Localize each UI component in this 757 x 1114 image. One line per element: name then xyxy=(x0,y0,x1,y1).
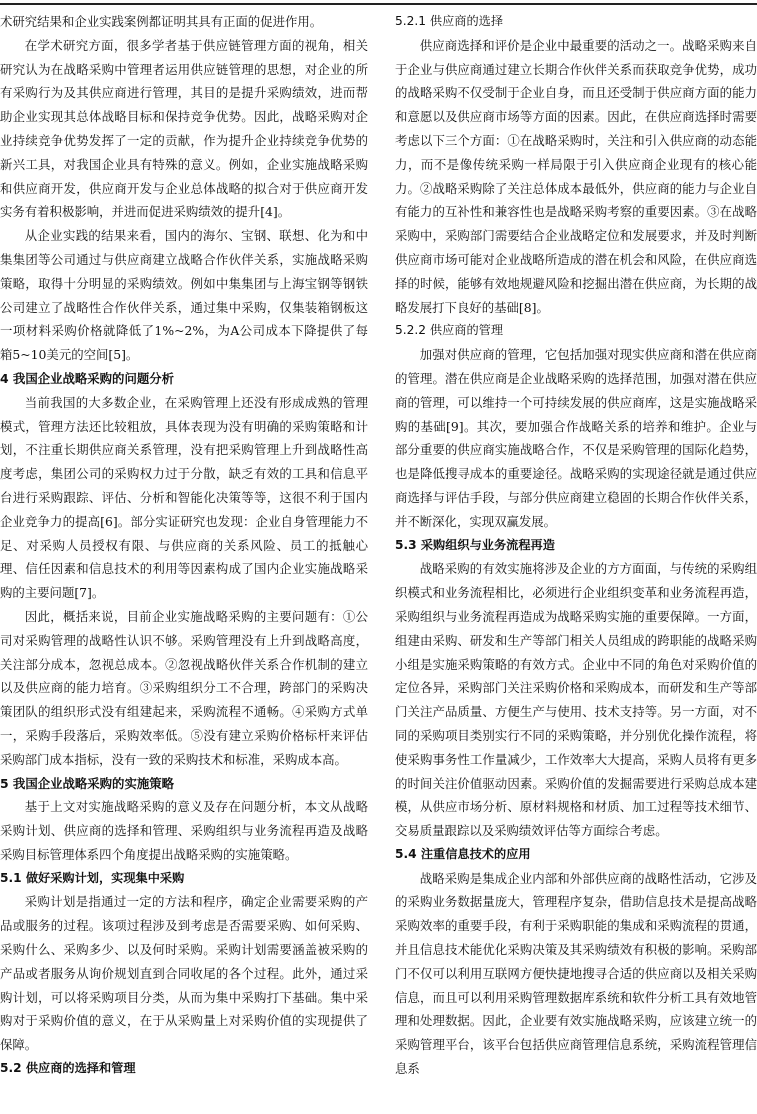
subsection-heading-5-4: 5.4 注重信息技术的应用 xyxy=(395,846,531,861)
right-column xyxy=(395,10,757,1110)
subsection-heading-5-1: 5.1 做好采购计划，实现集中采购 xyxy=(0,870,185,885)
subsection-heading-5-3: 5.3 采购组织与业务流程再造 xyxy=(395,537,555,552)
section-heading-4: 4 我国企业战略采购的问题分析 xyxy=(0,370,175,386)
top-rule xyxy=(0,3,757,5)
subsection-heading-5-2-1: 5.2.1 供应商的选择 xyxy=(395,14,504,28)
left-column xyxy=(0,10,368,1110)
subsection-heading-5-2-2: 5.2.2 供应商的管理 xyxy=(395,323,504,338)
paragraph-academic-research: 在学术研究方面，很多学者基于供应链管理方面的视角，相关研究认为在战略采购中管理者运用供应链管理的思想，对企业的所有采购行为及其供应商进行管理，其目的是提升采购绩效，进而帮助企业实现其总体战略目标和保持竞争优势。因此，战略采购对企业持续竞争优势发挥了一定的贡献，作为提升企业持续竞争优势的新兴工具，对我国企业具有特殊的意义。例如，企业实施战略采购和供应商开发，供应商开发与企业总体战略的拟合对于供应商开发实务有着积极影响，并进而促进采购绩效的提升[4]。 xyxy=(0,37,368,220)
paragraph-current-problems: 当前我国的大多数企业，在采购管理上还没有形成成熟的管理模式，管理方法还比较粗放，具体表现为没有明确的采购策略和计划，不注重长期供应商关系管理，没有把采购管理上升到战略性高度考虑，集团公司的采购权力过于分散，缺乏有效的工具和信息平台进行采购跟踪、评估、分析和智能化决策等等，这很不利于国内企业竞争力的提高[6]。部分实证研究也发现：企业自身管理能力不足、对采购人员授权有限、与供应商的关系风险、员工的抵触心理、信任因素和信息技术的利用等因素构成了国内企业实施战略采购的主要问题[7]。 xyxy=(0,394,368,601)
section-heading-5: 5 我国企业战略采购的实施策略 xyxy=(0,775,175,791)
paragraph-supplier-management: 加强对供应商的管理，它包括加强对现实供应商和潜在供应商的管理。潜在供应商是企业战略采购的选择范围，加强对潜在供应商的管理，可以维持一个可持续发展的供应商库，这是实施战略采购的基础[9]。其次，要加强合作战略关系的培养和维护。企业与部分重要的供应商实施战略合作，不仅是采购管理的国际化趋势，也是降低搜寻成本的重要途径。战略采购的实现途径就是通过供应商选择与评估手段，与部分供应商建立稳固的长期合作伙伴关系，并不断深化，实现双赢发展。 xyxy=(395,347,757,529)
paragraph-main-problems: 因此，概括来说，目前企业实施战略采购的主要问题有：①公司对采购管理的战略性认识不够。采购管理没有上升到战略高度，关注部分成本，忽视总成本。②忽视战略伙伴关系合作机制的建立以及供应商的能力培育。③采购组织分工不合理，跨部门的采购决策团队的组织形式没有组建起来，采购流程不通畅。④采购方式单一，采购手段落后，采购效率低。⑤没有建立采购价格标杆来评估采购部门成本指标，没有一致的采购技术和标准，采购成本高。 xyxy=(0,608,368,767)
paragraph-process-reengineering: 战略采购的有效实施将涉及企业的方方面面，与传统的采购组织模式和业务流程相比，必须进行企业组织变革和业务流程再造，采购组织与业务流程再造成为战略采购实施的重要保障。一方面，组建由采购、研发和生产等部门相关人员组成的跨职能的战略采购小组是实施采购策略的有效方式。企业中不同的角色对采购价值的定位各异，采购部门关注采购价格和采购成本，而研发和生产等部门关注产品质量、方便生产与使用、技术支持等。另一方面，对不同的采购项目类别实行不同的采购策略，并分别优化操作流程，将使采购事务性工作量减少，工作效率大大提高，采购人员将有更多的时间关注价值驱动因素。采购价值的发掘需要进行采购总成本建模，从供应市场分析、原材料规格和材质、加工过程等技术细节、交易质量跟踪以及采购绩效评估等方面综合考虑。 xyxy=(395,561,757,839)
paragraph-enterprise-practice: 从企业实践的结果来看，国内的海尔、宝钢、联想、化为和中集集团等公司通过与供应商建立战略合作伙伴关系，实施战略采购策略，取得十分明显的采购绩效。例如中集集团与上海宝钢等钢铁公司建立了战略性合作伙伴关系，通过集中采购，仅集装箱钢板这一项材料采购价格就降低了1%~2%，为A公司成本下降提供了每箱5~10美元的空间[5]。 xyxy=(0,228,368,363)
paragraph-supplier-selection: 供应商选择和评价是企业中最重要的活动之一。战略采购来自于企业与供应商通过建立长期合作伙伴关系而获取竞争优势，成功的战略采购不仅受制于企业自身，而且还受制于供应商方面的能力和意愿以及供应商市场等方面的因素。因此，在供应商选择时需要考虑以下三个方面：①在战略采购时，关注和引入供应商的动态能力，而不是像传统采购一样局限于引入供应商企业现有的核心能力。②战略采购除了关注总体成本最低外，供应商的能力与企业自有能力的互补性和兼容性也是战略采购考察的重要因素。③在战略采购中，采购部门需要结合企业战略定位和发展要求，并及时判断供应商市场可能对企业战略所造成的潜在机会和风险，在供应商选择的时候，能够有效地规避风险和挖掘出潜在供应商，为长期的战略发展打下良好的基础[8]。 xyxy=(395,37,757,315)
paragraph-strategy-intro: 基于上文对实施战略采购的意义及存在问题分析，本文从战略采购计划、供应商的选择和管理、采购组织与业务流程再造及战略采购目标管理体系四个角度提出战略采购的实施策略。 xyxy=(0,799,368,862)
subsection-heading-5-2: 5.2 供应商的选择和管理 xyxy=(0,1061,136,1076)
paragraph-continuation: 术研究结果和企业实践案例都证明其具有正面的促进作用。 xyxy=(0,14,323,29)
paragraph-information-technology: 战略采购是集成企业内部和外部供应商的战略性活动，它涉及的采购业务数据量庞大，管理程序复杂，借助信息技术是提高战略采购效率的重要手段，有利于采购职能的集成和采购流程的贯通，并且信息技术能优化采购决策及其采购绩效有积极的影响。采购部门不仅可以利用互联网方便快捷地搜寻合适的供应商以及相关采购信息，而且可以利用采购管理数据库系统和软件分析工具有效地管理和处理数据。因此，企业要有效实施战略采购，应该建立统一的采购管理平台，该平台包括供应商管理信息系统，采购流程管理信息系 xyxy=(395,870,757,1077)
paragraph-procurement-plan: 采购计划是指通过一定的方法和程序，确定企业需要采购的产品或服务的过程。该项过程涉及到考虑是否需要采购、如何采购、采购什么、采购多少、以及何时采购。采购计划需要涵盖被采购的产品或者服务从询价规划直到合同收尾的各个过程。此外，通过采购计划，可以将采购项目分类，从而为集中采购打下基础。集中采购对于采购价值的意义，在于从采购量上对采购价值的实现提供了保障。 xyxy=(0,894,368,1053)
